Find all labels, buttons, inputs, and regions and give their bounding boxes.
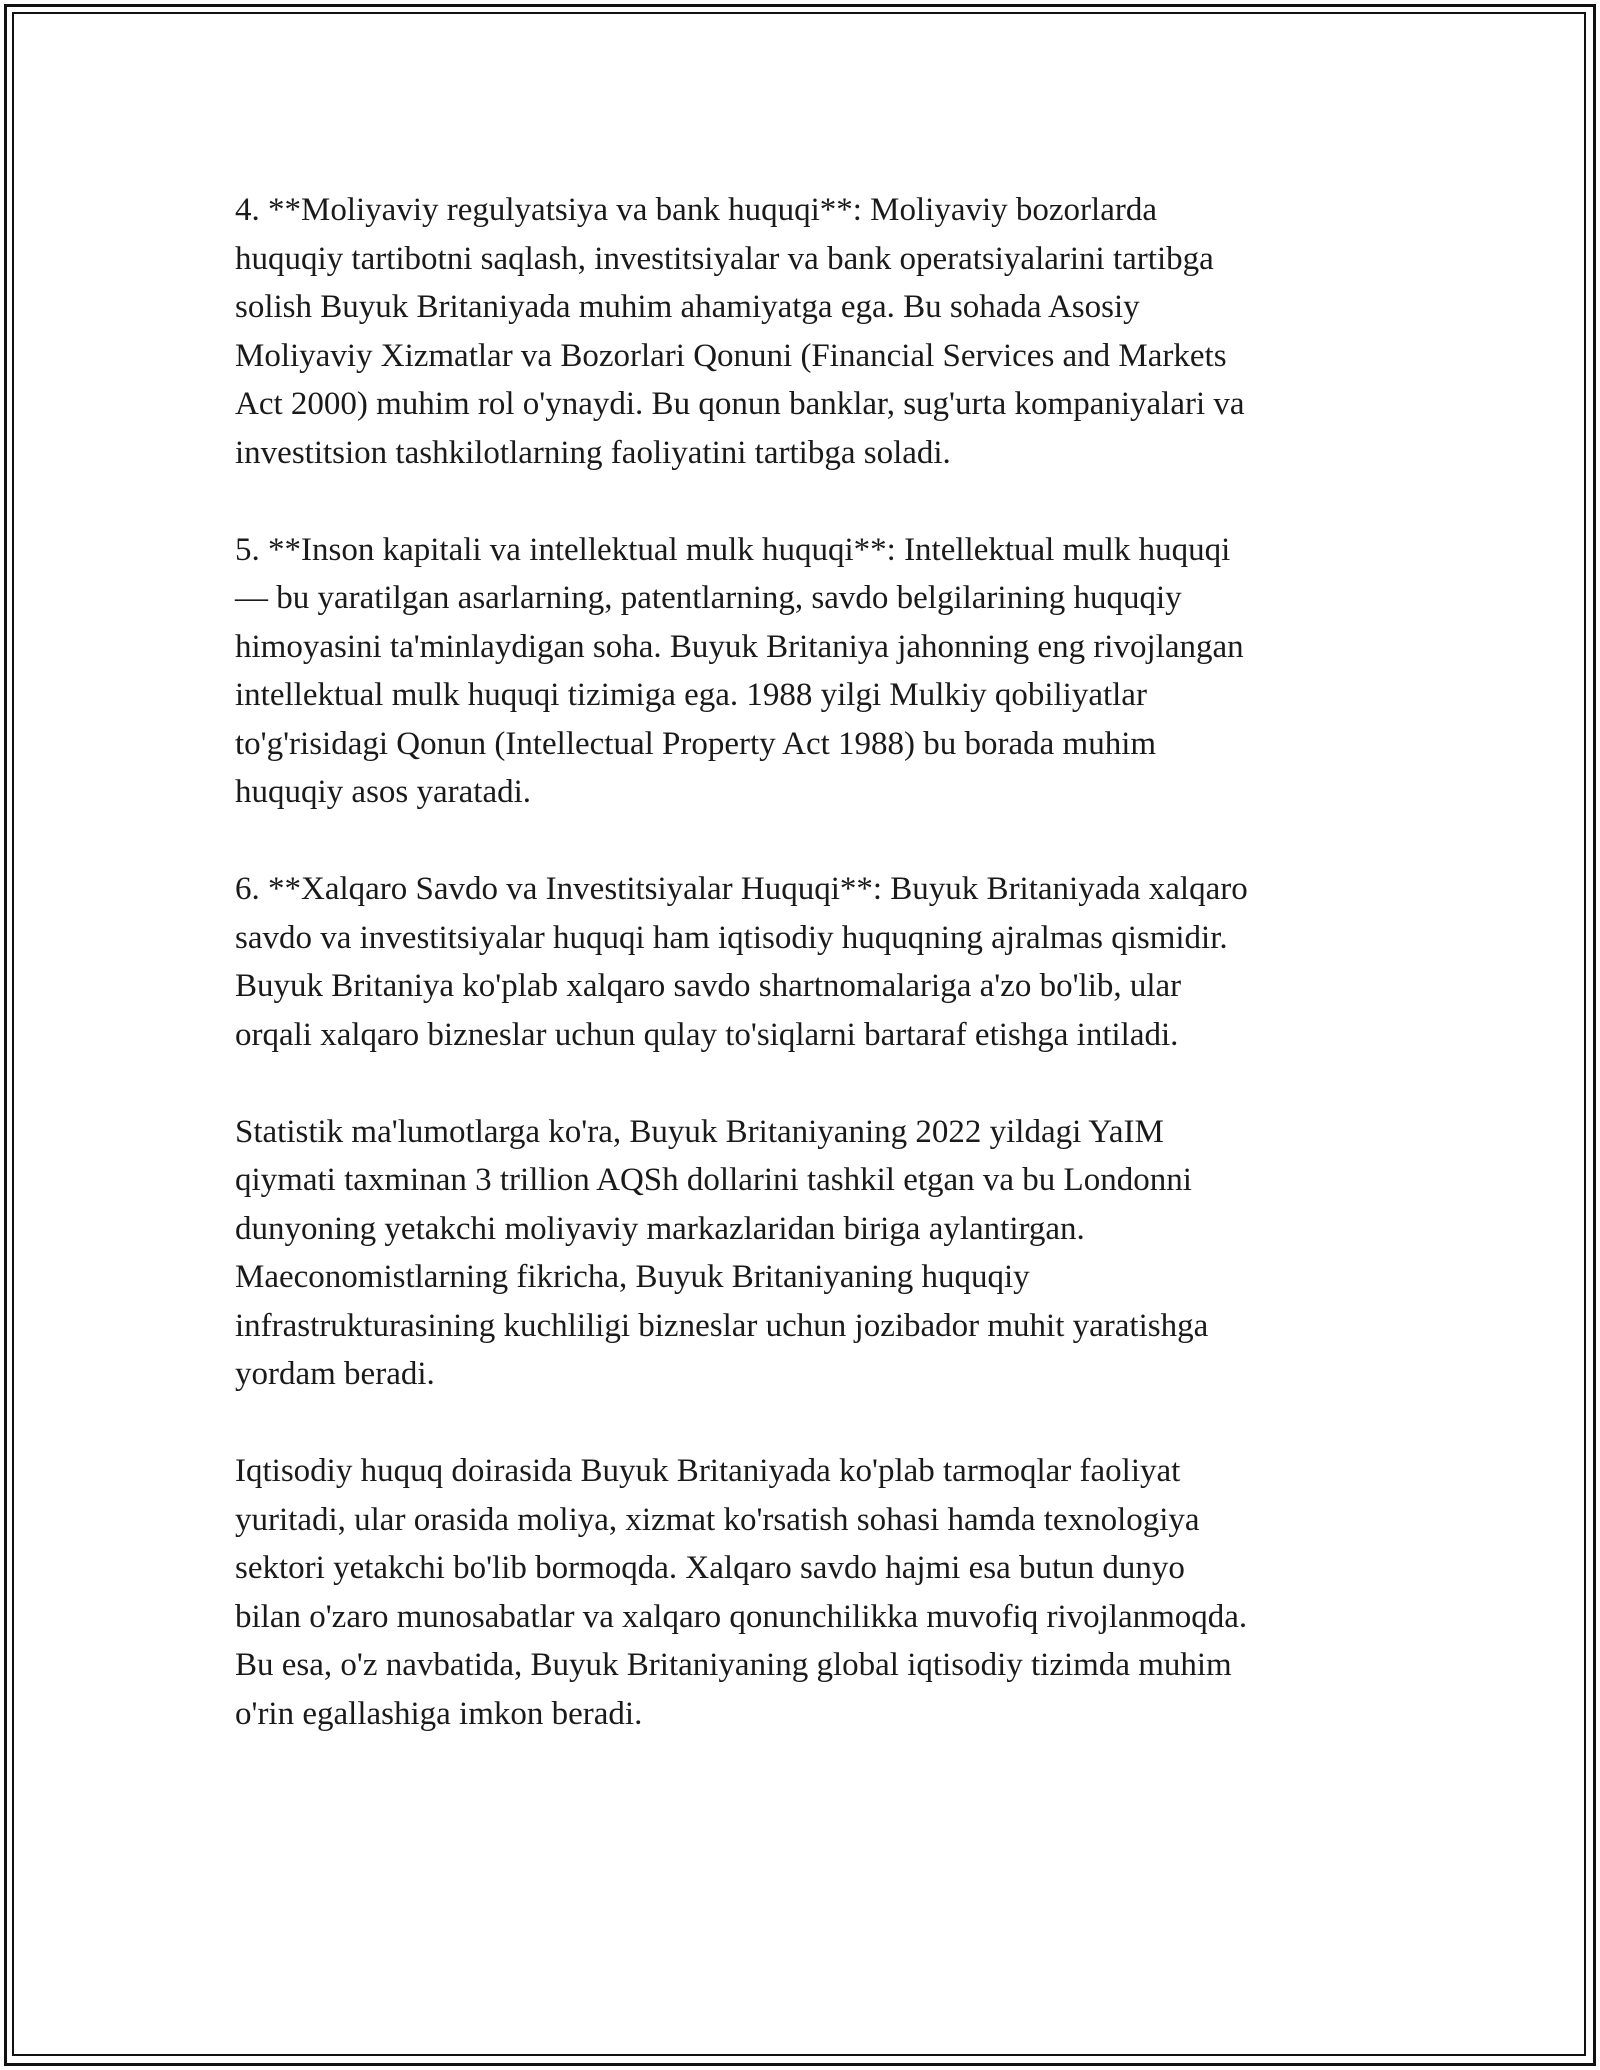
- text-line: yordam beradi.: [235, 1356, 435, 1392]
- paragraph-international-trade: [235, 865, 1365, 1059]
- text-line: investitsion tashkilotlarning faoliyatini tartibga soladi.: [235, 434, 951, 471]
- text-line: Iqtisodiy huquq doirasida Buyuk Britaniyada ko'plab tarmoqlar faoliyat: [235, 1453, 1181, 1489]
- text-line: yuritadi, ular orasida moliya, xizmat ko'rsatish sohasi hamda texnologiya: [235, 1501, 1200, 1538]
- text-line: savdo va investitsiyalar huquqi ham iqtisodiy huquqning ajralmas qismidir.: [235, 919, 1228, 956]
- text-line: bilan o'zaro munosabatlar va xalqaro qonunchilikka muvofiq rivojlanmoqda.: [235, 1598, 1248, 1635]
- text-line: huquqiy tartibotni saqlash, investitsiyalar va bank operatsiyalarini tartibga: [235, 240, 1214, 277]
- text-line: Statistik ma'lumotlarga ko'ra, Buyuk Britaniyaning 2022 yildagi YaIM: [235, 1113, 1164, 1150]
- text-line: Buyuk Britaniya ko'plab xalqaro savdo shartnomalariga a'zo bo'lib, ular: [235, 968, 1182, 1004]
- paragraph-economic-law-sectors: [235, 1447, 1365, 1738]
- text-line: Act 2000) muhim rol o'ynaydi. Bu qonun banklar, sug'urta kompaniyalari va: [235, 386, 1245, 422]
- paragraph-intellectual-property: [235, 526, 1365, 817]
- text-line: orqali xalqaro bizneslar uchun qulay to'siqlarni bartaraf etishga intiladi.: [235, 1016, 1179, 1053]
- text-line: o'rin egallashiga imkon beradi.: [235, 1695, 643, 1732]
- text-line: Moliyaviy Xizmatlar va Bozorlari Qonuni (Financial Services and Markets: [235, 337, 1227, 374]
- text-line: dunyoning yetakchi moliyaviy markazlaridan biriga aylantirgan.: [235, 1210, 1085, 1247]
- text-line: infrastrukturasining kuchliligi bizneslar uchun jozibador muhit yaratishga: [235, 1307, 1209, 1344]
- text-line: solish Buyuk Britaniyada muhim ahamiyatga ega. Bu sohada Asosiy: [235, 289, 1140, 325]
- paragraph-financial-regulation: [235, 186, 1365, 477]
- text-line: 6. **Xalqaro Savdo va Investitsiyalar Huquqi**: Buyuk Britaniyada xalqaro: [235, 871, 1248, 907]
- paragraph-statistics: [235, 1108, 1365, 1399]
- text-line: huquqiy asos yaratadi.: [235, 774, 532, 810]
- text-line: sektori yetakchi bo'lib bormoqda. Xalqaro savdo hajmi esa butun dunyo: [235, 1550, 1185, 1586]
- text-line: — bu yaratilgan asarlarning, patentlarning, savdo belgilarining huquqiy: [235, 580, 1182, 616]
- text-line: himoyasini ta'minlaydigan soha. Buyuk Britaniya jahonning eng rivojlangan: [235, 628, 1244, 665]
- text-line: to'g'risidagi Qonun (Intellectual Property Act 1988) bu borada muhim: [235, 725, 1157, 762]
- text-line: intellektual mulk huquqi tizimiga ega. 1988 yilgi Mulkiy qobiliyatlar: [235, 677, 1147, 713]
- text-line: Maeconomistlarning fikricha, Buyuk Britaniyaning huquqiy: [235, 1259, 1030, 1295]
- document-body: [235, 186, 1365, 1787]
- text-line: 4. **Moliyaviy regulyatsiya va bank huquqi**: Moliyaviy bozorlarda: [235, 192, 1157, 228]
- text-line: Bu esa, o'z navbatida, Buyuk Britaniyaning global iqtisodiy tizimda muhim: [235, 1647, 1232, 1683]
- text-line: qiymati taxminan 3 trillion AQSh dollarini tashkil etgan va bu Londonni: [235, 1162, 1192, 1198]
- text-line: 5. **Inson kapitali va intellektual mulk huquqi**: Intellektual mulk huquqi: [235, 531, 1231, 568]
